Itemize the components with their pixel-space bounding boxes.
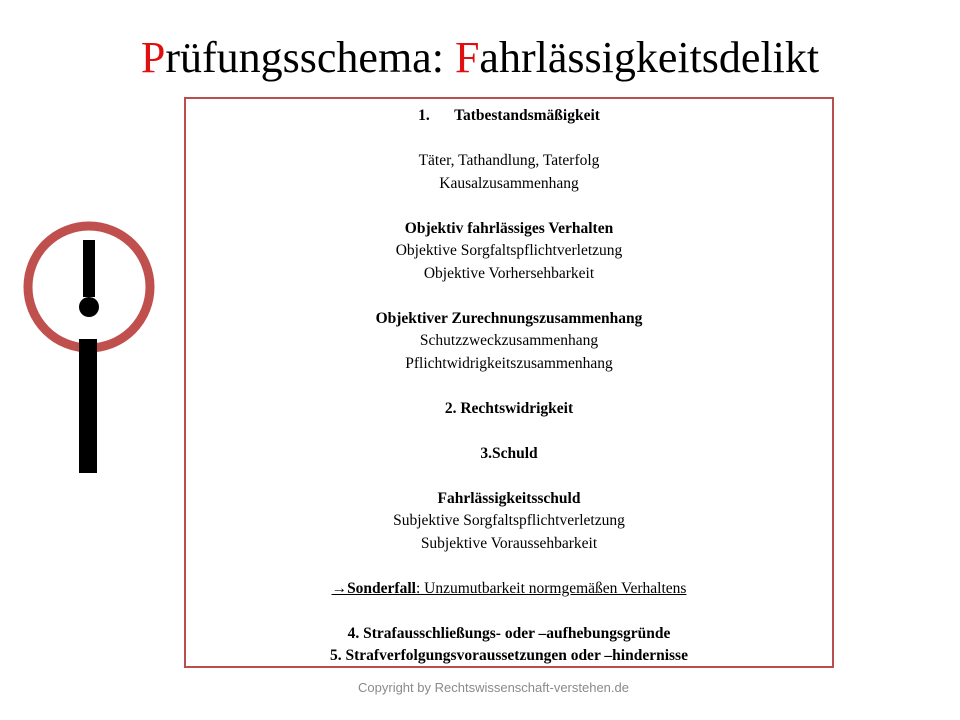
title-word-1: rüfungsschema: (165, 33, 455, 82)
list-item: Täter, Tathandlung, Taterfolg (418, 152, 600, 169)
title-word-2: ahrlässigkeitsdelikt (479, 33, 820, 82)
sign-post (79, 339, 97, 473)
subsection-heading: Objektiver Zurechnungszusammenhang (375, 309, 643, 327)
scheme-box (184, 97, 834, 668)
arrow-right-icon: → (331, 579, 348, 597)
list-item: Objektive Vorhersehbarkeit (423, 264, 595, 282)
list-item: Subjektive Sorgfaltspflichtverletzung (393, 512, 625, 529)
list-item: Subjektive Voraussehbarkeit (420, 534, 598, 552)
scheme-content (186, 105, 832, 668)
list-item: Kausalzusammenhang (439, 174, 579, 192)
section-1-heading (186, 105, 832, 128)
subsection-heading: Fahrlässigkeitsschuld (437, 489, 581, 507)
section-5-heading: 5. Strafverfolgungsvoraussetzungen oder –hindernisse (330, 647, 688, 664)
list-item: Schutzzweckzusammenhang (419, 332, 599, 349)
special-case-label: Sonderfall (347, 579, 416, 597)
exclamation-bar (83, 240, 95, 297)
special-case-text: : Unzumutbarkeit normgemäßen Verhaltens (415, 579, 687, 597)
section-4-heading: 4. Strafausschließungs- oder –aufhebungsgründe (347, 624, 671, 642)
warning-exclamation-icon (22, 220, 156, 474)
special-case-note (186, 578, 832, 601)
exclamation-dot (79, 297, 99, 317)
list-item: Pflichtwidrigkeitszusammenhang (405, 354, 613, 372)
section-3-heading: 3.Schuld (480, 444, 538, 462)
section-2-heading: 2. Rechtswidrigkeit (444, 399, 574, 417)
title-initial-f: F (454, 33, 480, 82)
page-title (0, 30, 960, 86)
section-1-title: Tatbestandsmäßigkeit (454, 107, 600, 124)
list-item: Objektive Sorgfaltspflichtverletzung (395, 242, 623, 259)
subsection-heading: Objektiv fahrlässiges Verhalten (404, 219, 614, 237)
section-1-number: 1. (418, 107, 430, 124)
title-initial-p: P (140, 33, 166, 82)
copyright-footer: Copyright by Rechtswissenschaft-verstehen.de (358, 680, 629, 695)
